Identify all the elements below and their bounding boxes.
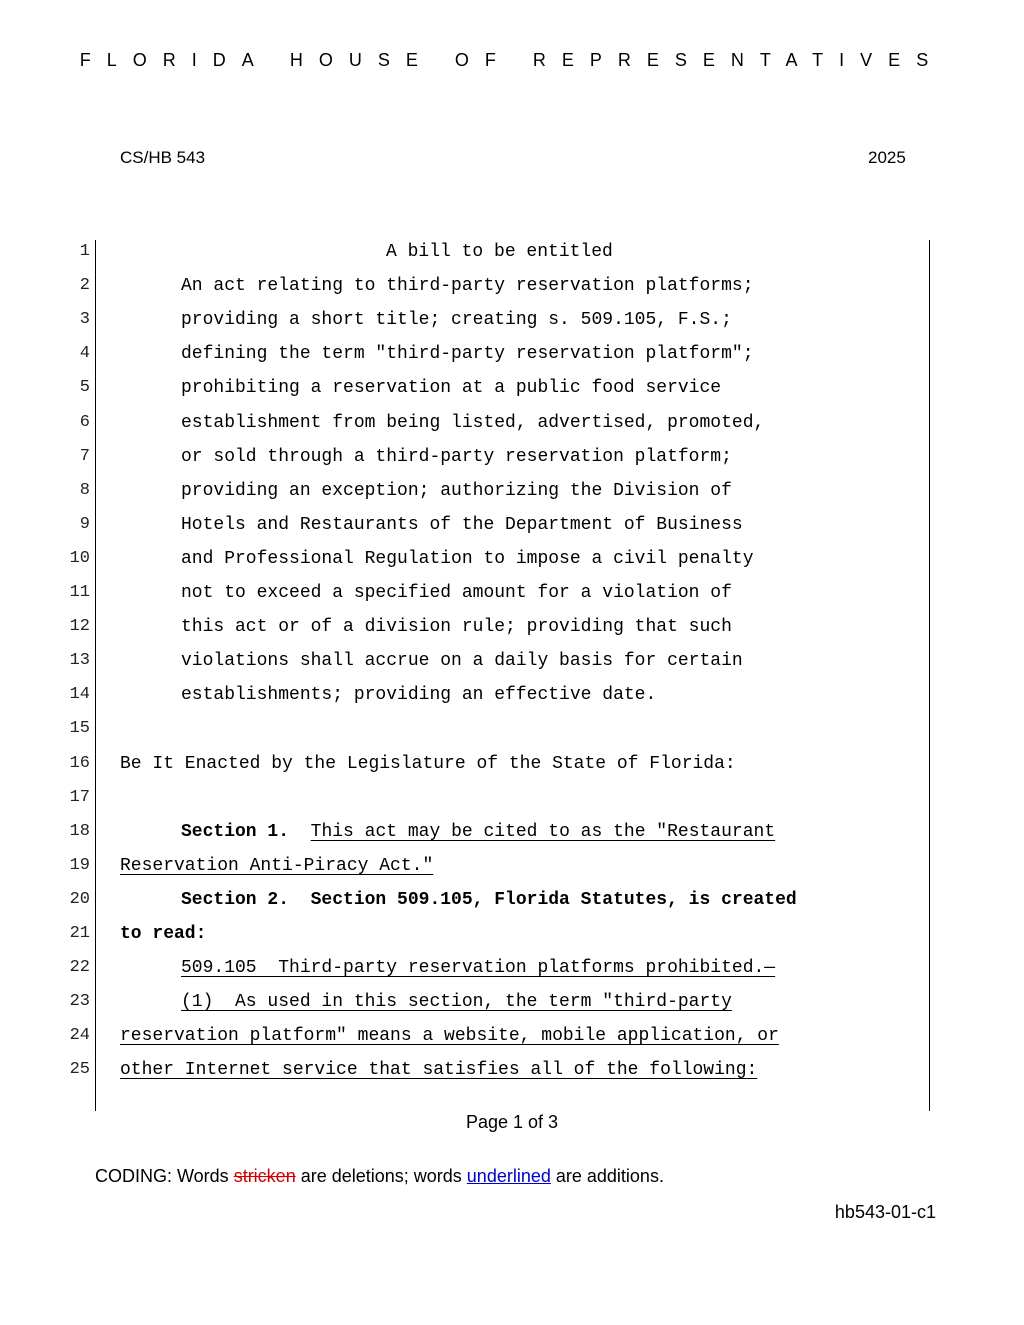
masthead: FLORIDA HOUSE OF REPRESENTATIVES (79, 50, 945, 70)
line-number: 4 (79, 344, 90, 364)
text-run: defining the term "third-party reservation platform"; (181, 344, 754, 365)
text-run: A bill to be entitled (386, 242, 613, 262)
line-number: 2 (79, 276, 90, 296)
line-text (181, 269, 754, 303)
line-number: 17 (69, 787, 90, 807)
line-text (181, 303, 732, 337)
underlined-addition: (1) As used in this section, the term "third-party (181, 992, 732, 1013)
bill-line (0, 917, 1024, 951)
line-number: 20 (69, 889, 90, 909)
line-number: 3 (79, 310, 90, 330)
bill-line (0, 781, 1024, 815)
line-text (181, 883, 797, 917)
bill-line (0, 508, 1024, 542)
line-text (386, 235, 613, 269)
line-text (181, 542, 754, 576)
underlined-addition: This act may be cited to as the "Restaurant (310, 821, 776, 842)
coding-stricken-example: stricken (233, 1166, 296, 1186)
bill-line (0, 371, 1024, 405)
line-number: 8 (79, 480, 90, 500)
bill-line (0, 951, 1024, 985)
text-run: establishments; providing an effective date. (181, 685, 657, 706)
bill-line (0, 644, 1024, 678)
line-text (181, 576, 732, 610)
bill-line (0, 1053, 1024, 1087)
line-number: 21 (69, 924, 90, 943)
bill-line (0, 883, 1024, 917)
line-text (181, 985, 732, 1019)
line-text (120, 849, 433, 883)
bill-line (0, 849, 1024, 883)
line-text (181, 951, 775, 985)
coding-underlined-example: underlined (466, 1166, 551, 1186)
line-number: 16 (69, 753, 90, 773)
underlined-addition: 509.105 Third-party reservation platforms prohibited.— (181, 958, 776, 979)
line-number: 24 (69, 1026, 90, 1046)
underlined-addition: reservation platform" means a website, mobile application, or (120, 1026, 779, 1047)
bold-text: Section 2. Section 509.105, Florida Statutes, is created (181, 889, 797, 910)
underlined-addition: other Internet service that satisfies all of the following: (120, 1060, 758, 1081)
underlined-addition: Reservation Anti-Piracy Act." (120, 855, 434, 876)
line-number: 6 (79, 412, 90, 432)
bill-line (0, 712, 1024, 746)
line-text (181, 337, 754, 371)
text-run: An act relating to third-party reservation platforms; (181, 276, 754, 297)
bill-line (0, 337, 1024, 371)
bill-number: CS/HB 543 (120, 148, 206, 167)
bill-line (0, 815, 1024, 849)
line-text (120, 917, 206, 951)
text-run: establishment from being listed, advertised, promoted, (181, 412, 765, 433)
line-text (181, 508, 743, 542)
bill-line (0, 474, 1024, 508)
line-number: 12 (69, 617, 90, 637)
text-run: prohibiting a reservation at a public food service (181, 378, 722, 399)
text-run: and Professional Regulation to impose a civil penalty (181, 548, 754, 569)
coding-prefix: CODING: Words (95, 1166, 234, 1186)
line-number: 1 (79, 242, 90, 261)
line-text (181, 610, 732, 644)
line-text (181, 371, 721, 405)
line-number: 22 (69, 958, 90, 978)
line-text (120, 747, 736, 781)
text-run: violations shall accrue on a daily basis for certain (181, 651, 743, 672)
text-run: providing a short title; creating s. 509.105, F.S.; (181, 310, 732, 331)
text-run: providing an exception; authorizing the Division of (181, 480, 732, 501)
coding-middle: are deletions; words (295, 1166, 467, 1186)
bill-line (0, 440, 1024, 474)
line-number: 7 (79, 446, 90, 466)
bill-line (0, 269, 1024, 303)
bill-line (0, 1019, 1024, 1053)
bill-line (0, 610, 1024, 644)
line-text (120, 1053, 757, 1087)
line-number: 5 (79, 378, 90, 398)
coding-legend (95, 1166, 664, 1187)
bill-line (0, 542, 1024, 576)
line-number: 14 (69, 685, 90, 705)
document-id: hb543-01-c1 (834, 1202, 936, 1222)
line-text (181, 678, 656, 712)
bill-line (0, 303, 1024, 337)
line-text (181, 815, 775, 849)
line-number: 18 (69, 821, 90, 841)
bill-line (0, 235, 1024, 269)
line-number: 11 (69, 583, 90, 602)
line-number: 25 (69, 1060, 90, 1080)
line-number: 13 (69, 651, 90, 671)
line-number: 19 (69, 855, 90, 875)
line-text (181, 644, 743, 678)
text-run: not to exceed a specified amount for a violation of (181, 583, 732, 603)
line-text (181, 474, 732, 508)
bill-year: 2025 (868, 148, 906, 167)
bill-line (0, 747, 1024, 781)
line-number: 15 (69, 719, 90, 739)
text-run: or sold through a third-party reservation platform; (181, 446, 732, 467)
text-run: this act or of a division rule; providing that such (181, 617, 732, 638)
line-text (181, 406, 764, 440)
line-number: 10 (69, 548, 90, 568)
bold-text: to read: (120, 924, 207, 944)
bill-line (0, 985, 1024, 1019)
bold-text: Section 1. (181, 821, 290, 842)
text-run: Hotels and Restaurants of the Department of Business (181, 514, 743, 535)
line-number: 9 (79, 514, 90, 534)
bill-line (0, 576, 1024, 610)
line-number: 23 (69, 992, 90, 1012)
coding-suffix: are additions. (550, 1166, 664, 1186)
bill-line (0, 678, 1024, 712)
bill-line (0, 406, 1024, 440)
page-number: Page 1 of 3 (465, 1112, 559, 1132)
text-run (289, 822, 311, 842)
text-run: Be It Enacted by the Legislature of the State of Florida: (120, 753, 736, 774)
line-text (181, 440, 732, 474)
line-text (120, 1019, 779, 1053)
